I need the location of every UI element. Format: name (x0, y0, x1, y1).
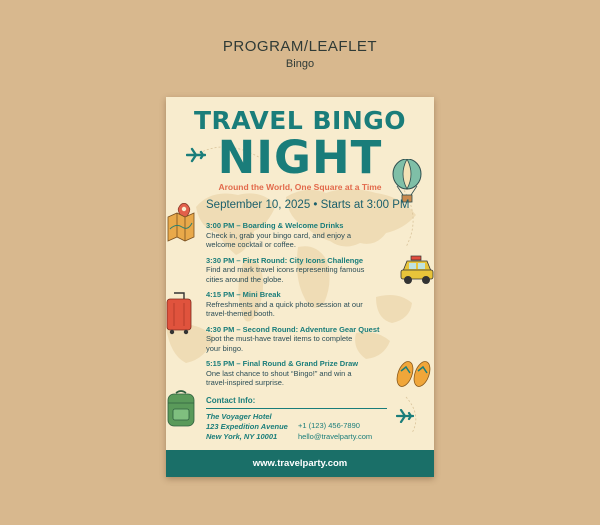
schedule-item-heading: 3:00 PM – Boarding & Welcome Drinks (206, 221, 344, 230)
schedule-item-heading: 5:15 PM – Final Round & Grand Prize Draw (206, 359, 359, 368)
contact-label: Contact Info: (206, 396, 256, 405)
address-line: 123 Expedition Avenue (206, 422, 288, 431)
schedule-item (206, 221, 396, 250)
backpack-icon (166, 389, 196, 429)
schedule-item-description: One last chance to shout “Bingo!” and win a (206, 368, 352, 378)
schedule-item-heading: 3:30 PM – First Round: City Icons Challenge (206, 255, 364, 265)
suitcase-icon (166, 291, 194, 335)
schedule-item-heading: 4:30 PM – Second Round: Adventure Gear Quest (206, 324, 380, 334)
schedule-item (206, 256, 396, 285)
venue-address (206, 412, 306, 442)
schedule-item (206, 325, 396, 354)
contact-details (298, 420, 408, 442)
flyer-title-night: NIGHT (217, 131, 383, 184)
folded-map-icon (166, 211, 196, 243)
schedule-item-description: Refreshments and a quick photo session at our (206, 299, 363, 309)
flip-flops-icon (394, 359, 434, 389)
venue-name: The Voyager Hotel (206, 412, 272, 421)
schedule-item-description: Check in, grab your bingo card, and enjoy a (206, 230, 352, 240)
page-title: PROGRAM/LEAFLET (222, 38, 378, 55)
contact-divider (206, 408, 387, 409)
page-header (0, 38, 600, 70)
schedule-item-description: your bingo. (206, 343, 244, 353)
page-subtitle: Bingo (285, 58, 315, 70)
schedule-item-heading: 4:15 PM – Mini Break (206, 290, 281, 299)
schedule-item-description: Find and mark travel icons representing famous (206, 265, 365, 274)
flyer-title: TRAVEL BINGO (193, 106, 407, 135)
schedule-item-description: cities around the globe. (206, 274, 284, 284)
taxi-icon (400, 253, 434, 287)
schedule-item (206, 359, 396, 388)
flyer (166, 97, 434, 477)
phone-number[interactable]: +1 (123) 456-7890 (298, 421, 360, 430)
schedule-item-description: travel-themed booth. (206, 309, 275, 318)
email-address[interactable]: hello@travelparty.com (298, 432, 373, 441)
schedule-item-description: welcome cocktail or coffee. (206, 240, 296, 249)
schedule-item (206, 290, 396, 319)
address-line: New York, NY 10001 (206, 432, 278, 441)
schedule (206, 221, 396, 394)
schedule-item-description: travel-inspired surprise. (206, 378, 284, 387)
tagline: Around the World, One Square at a Time (218, 182, 382, 192)
website-link[interactable]: www.travelparty.com (252, 458, 348, 469)
flyer-footer (166, 450, 434, 477)
schedule-item-description: Spot the must-have travel items to complete (206, 334, 353, 343)
event-date: September 10, 2025 • Starts at 3:00 PM (206, 199, 410, 211)
